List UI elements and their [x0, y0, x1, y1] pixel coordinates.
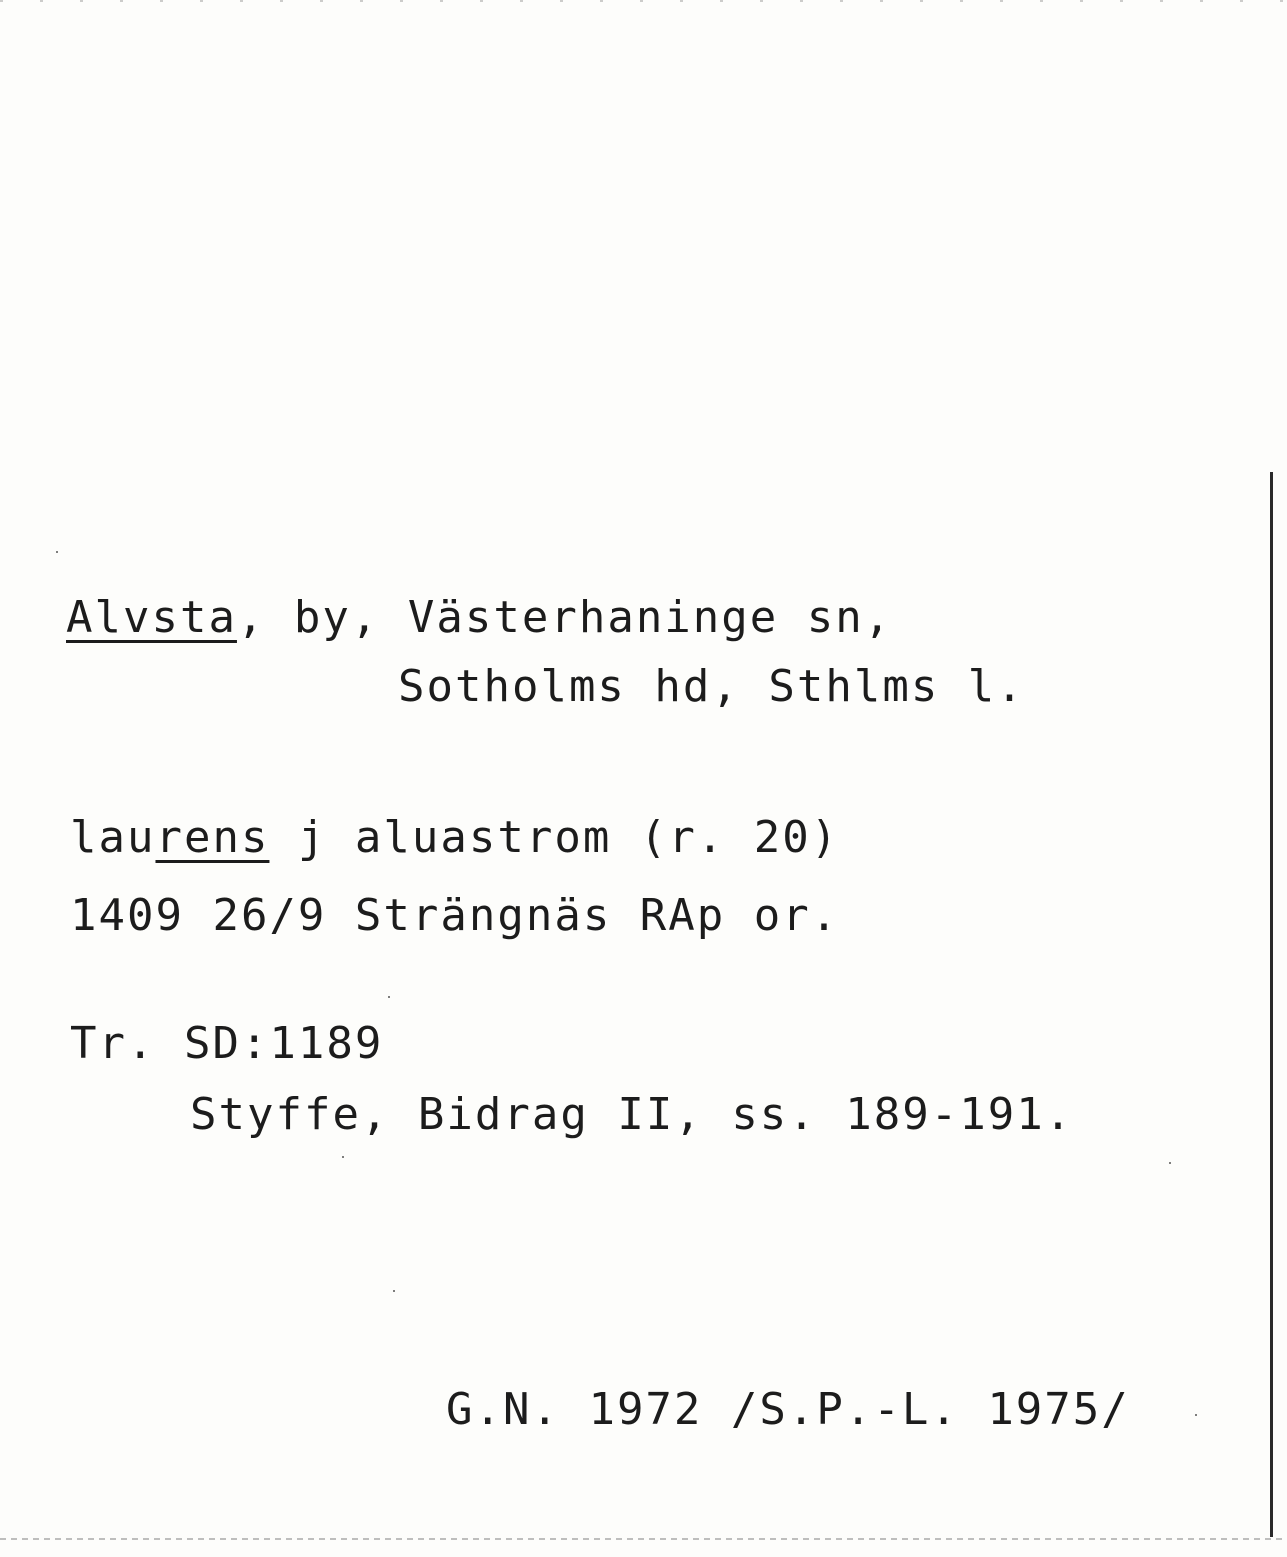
heading-line	[66, 592, 892, 644]
paper-speck	[1169, 1162, 1171, 1164]
place-name: Alvsta	[66, 592, 237, 643]
signature-line: G.N. 1972 /S.P.-L. 1975/	[446, 1384, 1130, 1435]
reference-line: Styffe, Bidrag II, ss. 189-191.	[190, 1089, 1074, 1140]
source-post: j aluastrom (r. 20)	[269, 812, 840, 863]
source-pre: lau	[70, 812, 156, 863]
source-underlined: rens	[155, 812, 270, 863]
source-line	[70, 812, 839, 864]
location-line: Sotholms hd, Sthlms l.	[398, 661, 1025, 712]
paper-speck	[388, 996, 390, 998]
card-top-edge	[0, 0, 1287, 2]
paper-speck	[342, 1156, 344, 1158]
date-line: 1409 26/9 Strängnäs RAp or.	[70, 890, 840, 941]
paper-speck	[56, 551, 58, 553]
paper-speck	[1195, 1414, 1197, 1416]
paper-speck	[393, 1290, 395, 1292]
heading-rest: , by, Västerhaninge sn,	[236, 592, 893, 643]
card-right-edge	[1270, 472, 1273, 1537]
card-bottom-edge	[0, 1538, 1287, 1540]
tr-line: Tr. SD:1189	[70, 1018, 384, 1069]
